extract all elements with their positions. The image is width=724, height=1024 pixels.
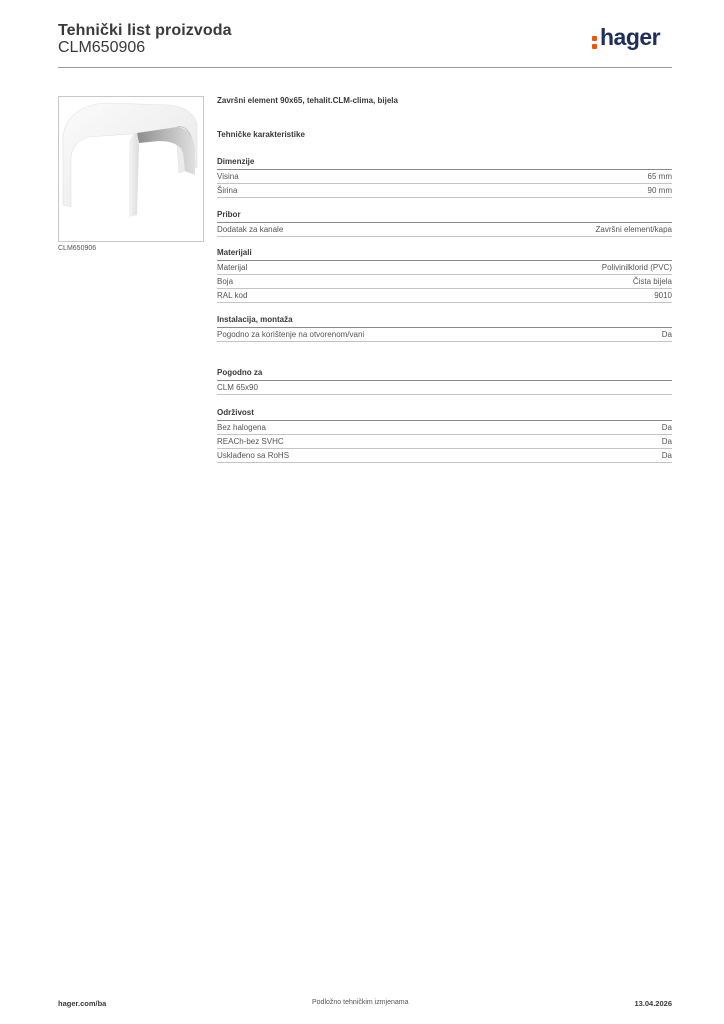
footer-date: 13.04.2026: [634, 999, 672, 1008]
spec-label: CLM 65x90: [217, 383, 258, 392]
spec-row: [217, 421, 672, 435]
spec-row: [217, 289, 672, 303]
spec-value: 90 mm: [647, 186, 672, 195]
image-caption: CLM650906: [58, 245, 97, 252]
logo-text: hager: [600, 24, 661, 50]
spec-label: Širina: [217, 186, 238, 195]
product-description: Završni element 90x65, tehalit.CLM-clima, bijela: [217, 96, 398, 105]
spec-row: [217, 328, 672, 342]
spec-row: [217, 184, 672, 198]
product-code: CLM650906: [58, 39, 146, 56]
spec-row: [217, 261, 672, 275]
spec-value: Polivinilklorid (PVC): [601, 263, 672, 272]
section-heading-pribor: Pribor: [217, 210, 672, 223]
section-heading-odrzivost: Održivost: [217, 408, 672, 421]
spec-row: [217, 381, 672, 395]
cable-duct-end-cap-image: [59, 97, 203, 241]
spec-label: Pogodno za korištenje na otvorenom/vani: [217, 330, 365, 339]
spec-value: Da: [661, 451, 672, 460]
spec-value: Da: [661, 423, 672, 432]
spec-label: Bez halogena: [217, 423, 266, 432]
spec-label: Visina: [217, 172, 239, 181]
spec-label: Usklađeno sa RoHS: [217, 451, 290, 460]
spec-value: Završni element/kapa: [595, 225, 672, 234]
hager-logo: [592, 24, 674, 56]
spec-value: Da: [661, 330, 672, 339]
footer-website-link[interactable]: hager.com/ba: [58, 999, 107, 1008]
spec-row: [217, 223, 672, 237]
product-image: [58, 96, 204, 242]
spec-label: RAL kod: [217, 291, 248, 300]
spec-label: Boja: [217, 277, 234, 286]
section-heading-materijali: Materijali: [217, 248, 672, 261]
spec-value: Da: [661, 437, 672, 446]
spec-value: Čista bijela: [632, 277, 672, 286]
section-heading-pogodno-za: Pogodno za: [217, 368, 672, 381]
spec-row: [217, 275, 672, 289]
spec-label: Dodatak za kanale: [217, 225, 284, 234]
spec-label: Materijal: [217, 263, 248, 272]
spec-row: [217, 449, 672, 463]
spec-row: [217, 435, 672, 449]
section-heading-dimenzije: Dimenzije: [217, 157, 672, 170]
spec-value: 65 mm: [647, 172, 672, 181]
spec-row: [217, 170, 672, 184]
section-heading-instalacija: Instalacija, montaža: [217, 315, 672, 328]
spec-label: REACh-bez SVHC: [217, 437, 284, 446]
header-divider: [58, 67, 672, 68]
page-title: Tehnički list proizvoda: [58, 22, 232, 39]
tech-characteristics-heading: Tehničke karakteristike: [217, 130, 305, 139]
logo-dots-icon: [592, 34, 598, 50]
footer-note: Podložno tehničkim izmjenama: [312, 999, 409, 1006]
spec-value: 9010: [654, 291, 672, 300]
